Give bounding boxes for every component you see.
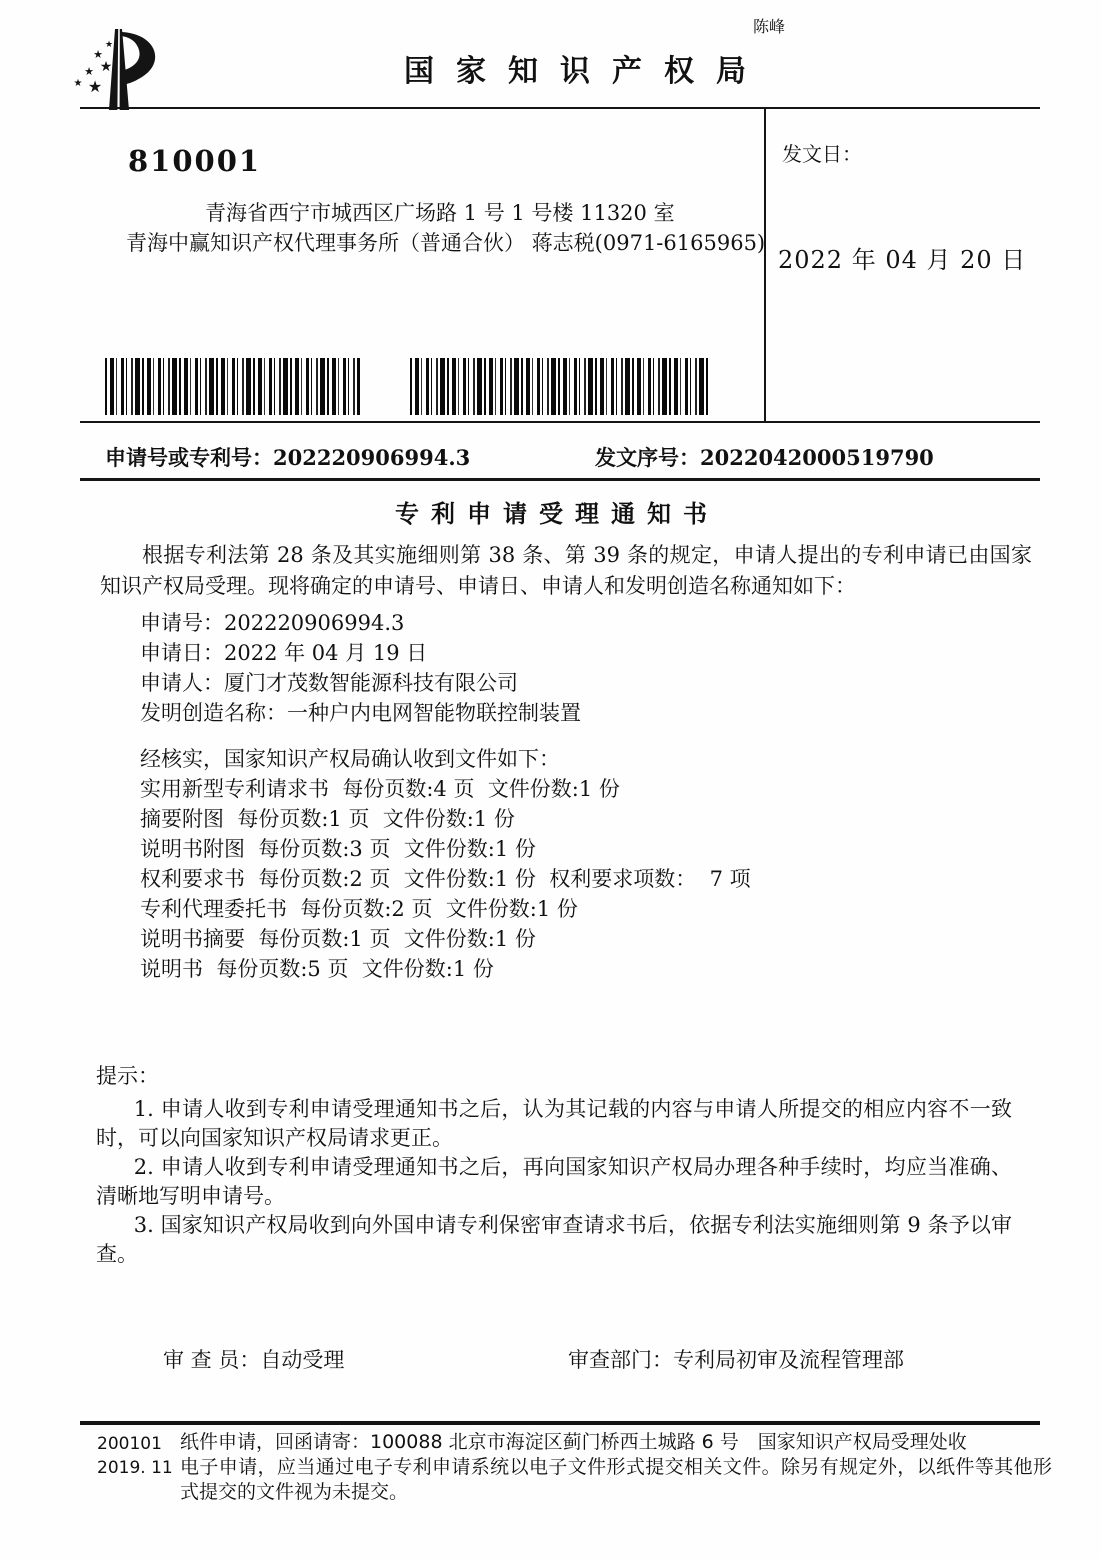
hints-section	[96, 1062, 1012, 1269]
dispatch-date-label: 发文日：	[782, 142, 862, 166]
received-intro: 经核实，国家知识产权局确认收到文件如下：	[140, 747, 560, 771]
application-number-label: 申请号或专利号：	[105, 445, 273, 470]
barcode-application-number	[105, 358, 360, 415]
examiner-label: 审 查 员：	[163, 1348, 261, 1372]
hint-item: 1. 申请人收到专利申请受理通知书之后，认为其记载的内容与申请人所提交的相应内容不一致时，可以向国家知识产权局请求更正。	[96, 1097, 1012, 1150]
header-rule	[80, 107, 1040, 109]
address-line-1: 青海省西宁市城西区广场路 1 号 1 号楼 11320 室	[205, 201, 675, 225]
footer-rule	[80, 1421, 1040, 1425]
barcode-serial-number	[410, 358, 710, 415]
field-value: 厦门才茂数智能源科技有限公司	[224, 671, 518, 695]
notice-title: 专利申请受理通知书	[395, 499, 719, 528]
field-row-invention-title	[140, 698, 581, 728]
svg-text:★: ★	[87, 77, 103, 96]
field-label: 申请号：	[140, 611, 224, 635]
footer-note-electronic: 电子申请，应当通过电子专利申请系统以电子文件形式提交相关文件。除另有规定外，以纸件等其他形式提交的文件视为未提交。	[180, 1456, 1052, 1503]
office-title: 国家知识产权局	[404, 54, 768, 89]
field-label: 发明创造名称：	[140, 701, 287, 725]
address-date-divider	[764, 107, 766, 423]
hint-item: 3. 国家知识产权局收到向外国申请专利保密审查请求书后，依据专利法实施细则第 9 条予以审查。	[96, 1213, 1012, 1266]
postal-code: 810001	[128, 144, 262, 178]
received-doc-item: 实用新型专利请求书 每份页数:4 页 文件份数:1 份	[140, 777, 620, 801]
svg-text:★: ★	[84, 65, 94, 78]
examiner-value: 自动受理	[260, 1348, 345, 1372]
footer-notes	[180, 1430, 1052, 1505]
recipient-name: 陈峰	[753, 17, 786, 36]
field-row-applicant	[140, 668, 581, 698]
field-value: 一种户内电网智能物联控制装置	[287, 701, 581, 725]
received-doc-item: 说明书 每份页数:5 页 文件份数:1 份	[140, 957, 494, 981]
footer-form-code: 200101	[97, 1434, 162, 1454]
field-label: 申请人：	[140, 671, 224, 695]
department-row	[568, 1344, 904, 1374]
field-row-filing-date	[140, 638, 581, 668]
field-label: 申请日：	[140, 641, 224, 665]
received-documents	[140, 744, 751, 984]
field-value: 202220906994.3	[224, 611, 405, 635]
section-rule	[80, 478, 1040, 481]
department-label: 审查部门：	[568, 1348, 673, 1372]
application-number-row	[105, 442, 470, 472]
svg-text:★: ★	[73, 78, 83, 89]
svg-text:★: ★	[104, 40, 114, 50]
serial-number-row	[595, 442, 934, 472]
notice-intro: 根据专利法第 28 条及其实施细则第 38 条、第 39 条的规定，申请人提出的专利申请已由国家知识产权局受理。现将确定的申请号、申请日、申请人和发明创造名称通知如下：	[100, 543, 1032, 598]
hint-item: 2. 申请人收到专利申请受理通知书之后，再向国家知识产权局办理各种手续时，均应当准确、清晰地写明申请号。	[96, 1155, 1012, 1208]
received-doc-item: 专利代理委托书 每份页数:2 页 文件份数:1 份	[140, 897, 578, 921]
serial-number-label: 发文序号：	[595, 445, 700, 470]
received-doc-item: 说明书附图 每份页数:3 页 文件份数:1 份	[140, 837, 536, 861]
application-fields	[140, 608, 581, 728]
footer-form-date: 2019. 11	[97, 1458, 173, 1478]
svg-text:★: ★	[99, 59, 113, 75]
address-line-2: 青海中赢知识产权代理事务所（普通合伙） 蒋志税(0971-6165965)	[126, 231, 766, 255]
footer-note-paper: 纸件申请，回函请寄：100088 北京市海淀区蓟门桥西土城路 6 号 国家知识产权局受理处收	[180, 1431, 967, 1453]
application-number-value: 202220906994.3	[273, 445, 471, 470]
field-row-application-number	[140, 608, 581, 638]
dispatch-date-value: 2022 年 04 月 20 日	[778, 246, 1027, 274]
svg-text:★: ★	[93, 48, 103, 61]
hints-title: 提示：	[96, 1064, 159, 1088]
received-doc-item: 说明书摘要 每份页数:1 页 文件份数:1 份	[140, 927, 536, 951]
barcode-rule	[80, 421, 1040, 423]
footer-form-codes	[97, 1432, 173, 1480]
received-doc-item: 摘要附图 每份页数:1 页 文件份数:1 份	[140, 807, 515, 831]
examiner-row	[163, 1344, 344, 1374]
field-value: 2022 年 04 月 19 日	[224, 641, 428, 665]
received-doc-item: 权利要求书 每份页数:2 页 文件份数:1 份 权利要求项数： 7 项	[140, 867, 751, 891]
department-value: 专利局初审及流程管理部	[673, 1348, 904, 1372]
serial-number-value: 2022042000519790	[700, 445, 934, 470]
